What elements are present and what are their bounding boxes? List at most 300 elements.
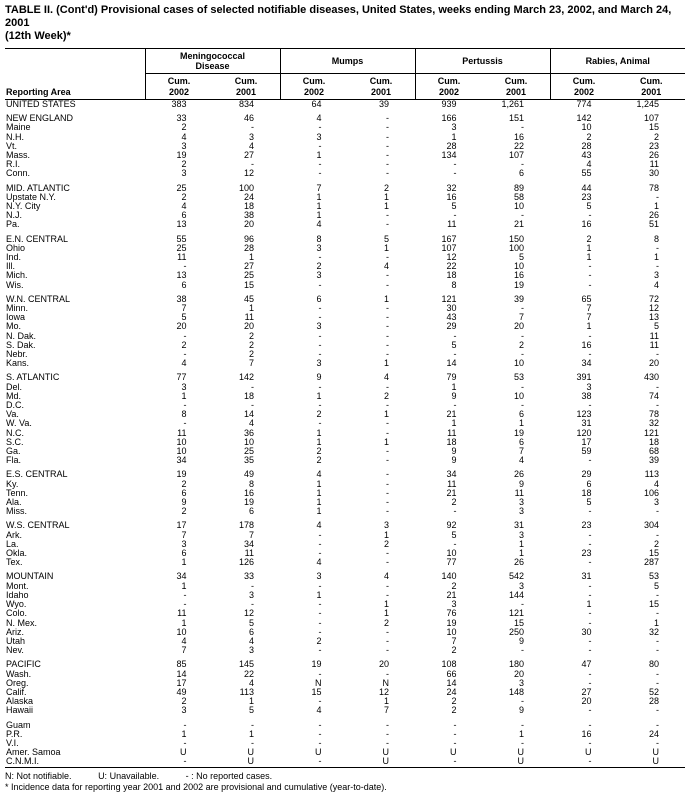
table-row [5, 591, 685, 600]
value-cell: - [656, 350, 659, 360]
value-cell: 11 [514, 488, 524, 498]
table-title-line1: TABLE II. (Cont'd) Provisional cases of selected notifiable diseases, United States, weeks ending March 23, 2002, and March 24, 2001 [5, 4, 672, 30]
value-cell: - [386, 581, 389, 591]
value-cell: 13 [176, 220, 187, 230]
area-cell: Pa. [6, 220, 20, 230]
value-cell: 6 [181, 549, 187, 559]
value-cell: 34 [243, 539, 254, 549]
value-cell: 43 [446, 313, 457, 323]
value-cell: 9 [316, 373, 322, 383]
value-cell: 16 [243, 488, 254, 498]
table-row [5, 688, 685, 697]
value-cell: 89 [513, 183, 524, 193]
table-row [5, 757, 685, 767]
value-cell: 2 [181, 697, 187, 707]
value-cell: - [588, 262, 592, 272]
table-row [5, 410, 685, 419]
value-cell: - [453, 507, 457, 517]
value-cell: 120 [576, 428, 592, 438]
value-cell: 7 [518, 313, 524, 323]
value-cell: 26 [648, 211, 659, 221]
value-cell: 5 [248, 618, 254, 628]
value-cell: U [247, 748, 254, 758]
value-cell: 2 [383, 391, 389, 401]
value-cell: 6 [181, 211, 187, 221]
value-cell: - [521, 646, 524, 656]
value-cell: - [588, 539, 592, 549]
value-cell: 77 [176, 373, 187, 383]
value-cell: 9 [451, 391, 457, 401]
value-cell: - [588, 618, 592, 628]
value-cell: 834 [238, 99, 254, 109]
value-cell: 5 [181, 313, 187, 323]
value-cell: 8 [316, 234, 322, 244]
value-cell: 2 [181, 340, 187, 350]
value-cell: 4 [653, 479, 659, 489]
value-cell: 19 [446, 618, 457, 628]
value-cell: 5 [248, 706, 254, 716]
area-cell: Fla. [6, 456, 22, 466]
value-cell: 167 [441, 234, 457, 244]
value-cell: - [588, 271, 592, 281]
value-cell: 15 [648, 549, 659, 559]
value-cell: 31 [513, 521, 524, 531]
value-cell: - [318, 280, 322, 290]
value-cell: 20 [648, 359, 659, 369]
value-cell: - [386, 114, 389, 124]
value-cell: - [386, 479, 389, 489]
value-cell: 2 [518, 340, 524, 350]
value-cell: 178 [238, 521, 254, 531]
area-cell: E.N. CENTRAL [6, 234, 69, 244]
value-cell: 3 [383, 521, 389, 531]
value-cell: 1 [316, 211, 322, 221]
value-cell: 9 [451, 456, 457, 466]
value-cell: - [656, 738, 659, 748]
value-cell: 7 [586, 313, 592, 323]
value-cell: - [656, 609, 659, 619]
value-cell: 46 [243, 114, 254, 124]
value-cell: 1 [383, 609, 389, 619]
value-cell: 774 [576, 99, 592, 109]
table-row [5, 262, 685, 271]
value-cell: - [588, 530, 592, 540]
value-cell: - [521, 350, 524, 360]
value-cell: - [386, 160, 389, 170]
value-cell: - [318, 618, 322, 628]
value-cell: - [386, 401, 389, 411]
area-cell: Ind. [6, 252, 22, 262]
value-cell: - [386, 447, 389, 457]
table-body [5, 99, 685, 767]
value-cell: 7 [316, 183, 322, 193]
value-cell: 3 [248, 132, 254, 142]
value-cell: U [382, 748, 389, 758]
footnotes [5, 771, 685, 794]
value-cell: 26 [513, 470, 524, 480]
value-cell: 4 [316, 220, 322, 230]
area-cell: MOUNTAIN [6, 572, 54, 582]
value-cell: N [315, 678, 322, 688]
value-cell: - [588, 211, 592, 221]
value-cell: 11 [447, 479, 457, 489]
value-cell: 12 [378, 687, 389, 697]
value-cell: 74 [648, 391, 659, 401]
value-cell: - [656, 262, 659, 272]
value-cell: - [588, 456, 592, 466]
value-cell: 2 [316, 262, 322, 272]
value-cell: 66 [446, 669, 457, 679]
value-cell: 34 [176, 572, 187, 582]
value-cell: - [588, 590, 592, 600]
value-cell: 4 [316, 470, 322, 480]
value-cell: 33 [243, 572, 254, 582]
value-cell: - [386, 220, 389, 230]
value-cell: 13 [176, 271, 187, 281]
value-cell: 1 [316, 488, 322, 498]
value-cell: 78 [648, 183, 659, 193]
value-cell: - [588, 581, 592, 591]
value-cell: 28 [581, 141, 592, 151]
value-cell: 1 [316, 192, 322, 202]
value-cell: 32 [446, 183, 457, 193]
value-cell: 1 [383, 530, 389, 540]
value-cell: 1 [181, 618, 187, 628]
value-cell: 16 [581, 340, 592, 350]
area-cell: Mont. [6, 581, 29, 591]
table-row [5, 507, 685, 516]
value-cell: 939 [441, 99, 457, 109]
value-cell: 1 [586, 243, 592, 253]
table-row [5, 341, 685, 350]
table-row [5, 572, 685, 581]
value-cell: - [386, 720, 389, 730]
value-cell: 6 [586, 479, 592, 489]
value-cell: 1 [248, 697, 254, 707]
value-cell: - [386, 636, 389, 646]
value-cell: 5 [451, 340, 457, 350]
table-row [5, 383, 685, 392]
value-cell: 25 [176, 183, 187, 193]
legend-no-reported-cases: - : No reported cases. [185, 770, 273, 781]
value-cell: 21 [446, 590, 457, 600]
value-cell: - [318, 600, 322, 610]
value-cell: 15 [243, 280, 254, 290]
value-cell: - [318, 720, 322, 730]
value-cell: 55 [581, 169, 592, 179]
value-cell: - [521, 160, 524, 170]
value-cell: 7 [248, 359, 254, 369]
area-cell: Iowa [6, 313, 26, 323]
area-cell: W.S. CENTRAL [6, 521, 70, 531]
value-cell: 7 [518, 447, 524, 457]
value-cell: 33 [176, 114, 187, 124]
area-cell: N.H. [6, 132, 24, 142]
value-cell: 43 [581, 150, 592, 160]
value-cell: 25 [243, 447, 254, 457]
value-cell: 9 [181, 498, 187, 508]
value-cell: 22 [243, 669, 254, 679]
value-cell: 1 [653, 201, 659, 211]
value-cell: - [183, 419, 187, 429]
value-cell: - [183, 350, 187, 360]
value-cell: 287 [643, 558, 659, 568]
value-cell: - [453, 539, 457, 549]
value-cell: 4 [248, 678, 254, 688]
value-cell: 24 [243, 192, 254, 202]
area-cell: Hawaii [6, 706, 34, 716]
area-cell: Kans. [6, 359, 30, 369]
value-cell: 16 [513, 132, 524, 142]
table-row [5, 470, 685, 479]
area-cell: Nev. [6, 646, 24, 656]
value-cell: 30 [648, 169, 659, 179]
table-row [5, 739, 685, 748]
value-cell: 80 [648, 660, 659, 670]
value-cell: - [318, 539, 322, 549]
value-cell: 304 [643, 521, 659, 531]
area-cell: Upstate N.Y. [6, 192, 56, 202]
table-row [5, 646, 685, 655]
table-row [5, 114, 685, 123]
value-cell: U [315, 748, 322, 758]
value-cell: - [386, 498, 389, 508]
table-row [5, 133, 685, 142]
area-cell: D.C. [6, 401, 24, 411]
value-cell: 12 [648, 304, 659, 313]
value-cell: 31 [581, 419, 592, 429]
value-cell: 20 [513, 322, 524, 332]
value-cell: - [386, 322, 389, 332]
table-row [5, 521, 685, 530]
table-row [5, 123, 685, 132]
value-cell: - [588, 350, 592, 360]
area-cell: Mich. [6, 271, 28, 281]
reporting-area-header [5, 48, 145, 99]
table-row [5, 211, 685, 220]
value-cell: 36 [243, 428, 254, 438]
value-cell: 24 [446, 687, 457, 697]
table-row [5, 628, 685, 637]
value-cell: - [318, 331, 322, 341]
value-cell: 9 [451, 447, 457, 457]
group-header-rabies: Rabies, Animal [550, 48, 685, 74]
value-cell: 5 [586, 498, 592, 508]
value-cell: 11 [177, 609, 187, 619]
value-cell: - [656, 243, 659, 253]
table-row [5, 244, 685, 253]
value-cell: 113 [644, 470, 659, 480]
value-cell: - [386, 419, 389, 429]
value-cell: 59 [581, 447, 592, 457]
area-cell: Mass. [6, 150, 31, 160]
table-row [5, 730, 685, 739]
area-cell: S.C. [6, 437, 24, 447]
table-row [5, 304, 685, 313]
value-cell: 2 [451, 697, 457, 707]
value-cell: - [588, 646, 592, 656]
value-cell: 2 [451, 498, 457, 508]
table-row [5, 184, 685, 193]
value-cell: 11 [447, 428, 457, 438]
value-cell: 18 [648, 437, 659, 447]
area-cell: Ky. [6, 479, 19, 489]
value-cell: 24 [648, 729, 659, 739]
value-cell: 1 [181, 558, 187, 568]
value-cell: - [183, 590, 187, 600]
value-cell: - [318, 304, 322, 313]
table-row [5, 419, 685, 428]
value-cell: 28 [648, 697, 659, 707]
value-cell: 44 [581, 183, 592, 193]
value-cell: 34 [581, 359, 592, 369]
value-cell: U [517, 757, 524, 767]
value-cell: 21 [446, 410, 457, 420]
value-cell: 10 [176, 627, 187, 637]
value-cell: 1 [316, 507, 322, 517]
group-header-mumps: Mumps [280, 48, 415, 74]
value-cell: 3 [248, 646, 254, 656]
value-cell: - [588, 738, 592, 748]
value-cell: 20 [243, 220, 254, 230]
value-cell: 7 [181, 646, 187, 656]
value-cell: 28 [243, 243, 254, 253]
value-cell: 45 [243, 294, 254, 304]
value-cell: 3 [586, 382, 592, 392]
value-cell: 1 [518, 549, 524, 559]
value-cell: 58 [513, 192, 524, 202]
value-cell: - [588, 331, 592, 341]
value-cell: 25 [243, 271, 254, 281]
value-cell: 3 [451, 123, 457, 133]
value-cell: 16 [446, 192, 457, 202]
value-cell: 6 [181, 280, 187, 290]
value-cell: 29 [446, 322, 457, 332]
area-cell: N.J. [6, 211, 23, 221]
value-cell: - [386, 669, 389, 679]
value-cell: 8 [181, 410, 187, 420]
value-cell: 8 [248, 479, 254, 489]
area-cell: Ill. [6, 262, 15, 272]
value-cell: 5 [586, 201, 592, 211]
table-row [5, 313, 685, 322]
value-cell: 7 [383, 706, 389, 716]
value-cell: 2 [451, 706, 457, 716]
value-cell: 1 [248, 729, 254, 739]
value-cell: 64 [311, 99, 322, 109]
value-cell: 100 [508, 243, 524, 253]
value-cell: - [521, 600, 524, 610]
value-cell: 1 [586, 322, 592, 332]
area-cell: Wis. [6, 280, 24, 290]
value-cell: 32 [648, 627, 659, 637]
value-cell: - [318, 401, 322, 411]
value-cell: - [386, 271, 389, 281]
value-cell: - [386, 738, 389, 748]
value-cell: 11 [649, 160, 659, 170]
value-cell: - [656, 720, 659, 730]
area-cell: Conn. [6, 169, 31, 179]
value-cell: 2 [316, 410, 322, 420]
table-row [5, 660, 685, 669]
group-header-row [5, 48, 685, 74]
value-cell: 166 [441, 114, 457, 124]
table-row [5, 142, 685, 151]
value-cell: 65 [581, 294, 592, 304]
table-row [5, 429, 685, 438]
value-cell: 1 [383, 243, 389, 253]
value-cell: 9 [518, 636, 524, 646]
value-cell: 2 [383, 539, 389, 549]
value-cell: 142 [238, 373, 254, 383]
value-cell: - [318, 627, 322, 637]
value-cell: - [656, 507, 659, 517]
value-cell: 1 [451, 419, 457, 429]
value-cell: 23 [581, 521, 592, 531]
value-cell: - [318, 609, 322, 619]
value-cell: - [521, 738, 524, 748]
value-cell: 39 [378, 99, 389, 109]
value-cell: 23 [648, 141, 659, 151]
value-cell: 8 [451, 280, 457, 290]
value-cell: 47 [581, 660, 592, 670]
value-cell: 3 [316, 359, 322, 369]
value-cell: 1 [316, 201, 322, 211]
value-cell: - [588, 706, 592, 716]
value-cell: - [386, 304, 389, 313]
value-cell: 1 [653, 618, 659, 628]
value-cell: - [521, 331, 524, 341]
value-cell: - [656, 678, 659, 688]
value-cell: - [588, 558, 592, 568]
legend-unavailable: U: Unavailable. [98, 770, 160, 781]
value-cell: 113 [239, 687, 254, 697]
col-header-rabies-cum-2001: Cum. 2001 [618, 74, 686, 100]
value-cell: - [386, 470, 389, 480]
value-cell: 2 [316, 636, 322, 646]
value-cell: 18 [243, 201, 254, 211]
table-row [5, 392, 685, 401]
area-cell: Calif. [6, 687, 27, 697]
value-cell: - [318, 350, 322, 360]
value-cell: 7 [181, 304, 187, 313]
value-cell: - [656, 636, 659, 646]
value-cell: 20 [243, 322, 254, 332]
area-cell: NEW ENGLAND [6, 114, 74, 124]
value-cell: 5 [383, 234, 389, 244]
value-cell: 3 [518, 498, 524, 508]
value-cell: 2 [181, 479, 187, 489]
area-cell: Miss. [6, 507, 27, 517]
value-cell: 4 [181, 636, 187, 646]
value-cell: 19 [176, 150, 187, 160]
area-cell: Amer. Samoa [6, 748, 61, 758]
value-cell: 14 [446, 678, 457, 688]
value-cell: 39 [513, 294, 524, 304]
value-cell: - [318, 757, 322, 767]
value-cell: 68 [648, 447, 659, 457]
value-cell: 49 [176, 687, 187, 697]
value-cell: 3 [181, 706, 187, 716]
value-cell: 9 [518, 479, 524, 489]
value-cell: - [386, 132, 389, 142]
col-header-mening-cum-2002: Cum. 2002 [145, 74, 213, 100]
value-cell: - [318, 313, 322, 323]
value-cell: 2 [653, 132, 659, 142]
value-cell: 77 [446, 558, 457, 568]
area-cell: UNITED STATES [6, 99, 76, 109]
table-row [5, 582, 685, 591]
